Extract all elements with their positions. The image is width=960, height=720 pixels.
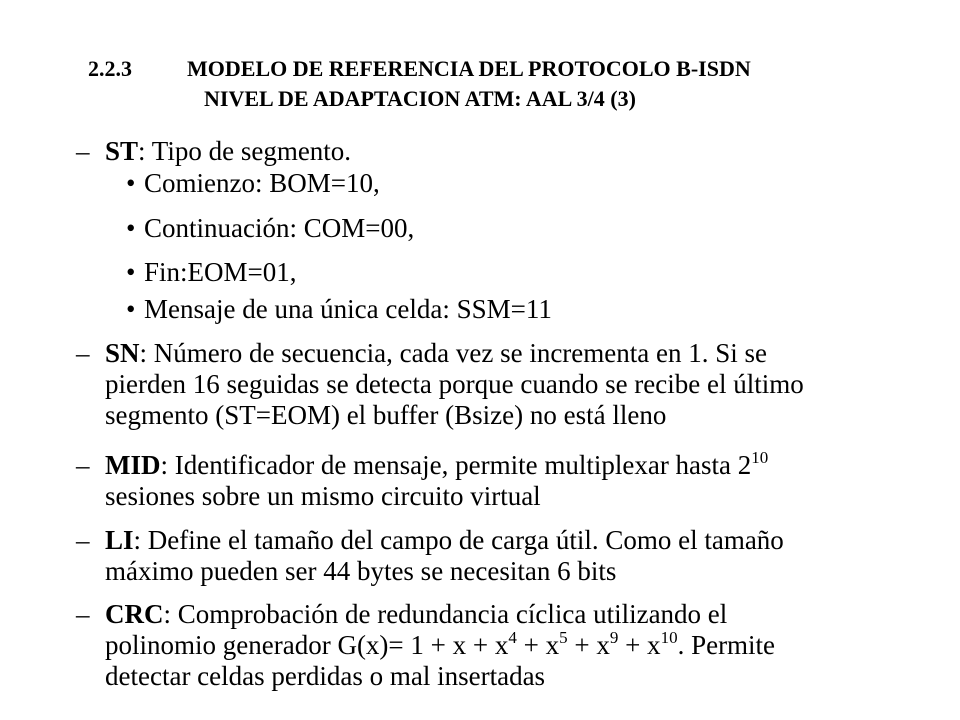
dash-marker: – [76, 136, 90, 166]
sub-item-text: Continuación: COM=00, [144, 213, 415, 243]
bullet-marker: • [126, 213, 136, 243]
sub-item-text: Comienzo: BOM=10, [144, 168, 380, 198]
desc-crc-line-3: detectar celdas perdidas o mal insertadas [105, 661, 546, 691]
bullet-marker: • [126, 294, 136, 324]
desc-li-line-2: máximo pueden ser 44 bytes se necesitan 6 bits [105, 556, 617, 586]
dash-marker: – [76, 338, 90, 368]
desc-li-line-1: : Define el tamaño del campo de carga útil. Como el tamaño [133, 525, 784, 555]
term-sn: SN [105, 338, 140, 368]
exponent: 4 [508, 627, 517, 647]
exponent: 5 [559, 627, 568, 647]
section-number: 2.2.3 [88, 56, 132, 81]
exponent: 9 [609, 627, 619, 647]
title-line-2: NIVEL DE ADAPTACION ATM: AAL 3/4 (3) [204, 86, 636, 111]
exponent: 10 [660, 627, 678, 647]
desc-sn-line-1: : Número de secuencia, cada vez se incrementa en 1. Si se [139, 338, 767, 368]
desc-mid-line-2: sesiones sobre un mismo circuito virtual [105, 481, 541, 511]
desc-sn-line-2: pierden 16 seguidas se detecta porque cuando se recibe el último [105, 369, 804, 399]
dash-marker: – [76, 599, 90, 629]
dash-marker: – [76, 525, 90, 555]
sub-item-text: Mensaje de una única celda: SSM=11 [144, 294, 552, 324]
title-text-1: MODELO DE REFERENCIA DEL PROTOCOLO B-ISDN [187, 56, 751, 81]
desc-mid-line-1: : Identificador de mensaje, permite multiplexar hasta 2 [160, 450, 752, 480]
title-line-1 [88, 54, 751, 84]
term-crc: CRC [105, 599, 164, 629]
bullet-marker: • [126, 168, 136, 198]
exponent-mid: 10 [751, 447, 769, 467]
desc-crc-polynomial: polinomio generador $G(x)= 1 + x + x^4 + x^5 + x^9 + x^{10}$. Permite [105, 627, 776, 660]
desc-sn-line-3: segmento (ST=EOM) el buffer (Bsize) no está lleno [105, 400, 667, 430]
desc-crc-line-1: : Comprobación de redundancia cíclica utilizando el [163, 599, 728, 629]
term-st: ST [105, 136, 139, 166]
sub-item-text: Fin:EOM=01, [144, 257, 297, 287]
bullet-marker: • [126, 257, 136, 287]
desc-st: : Tipo de segmento. [138, 136, 352, 166]
term-mid: MID [105, 450, 161, 480]
dash-marker: – [76, 450, 90, 480]
term-li: LI [105, 525, 134, 555]
